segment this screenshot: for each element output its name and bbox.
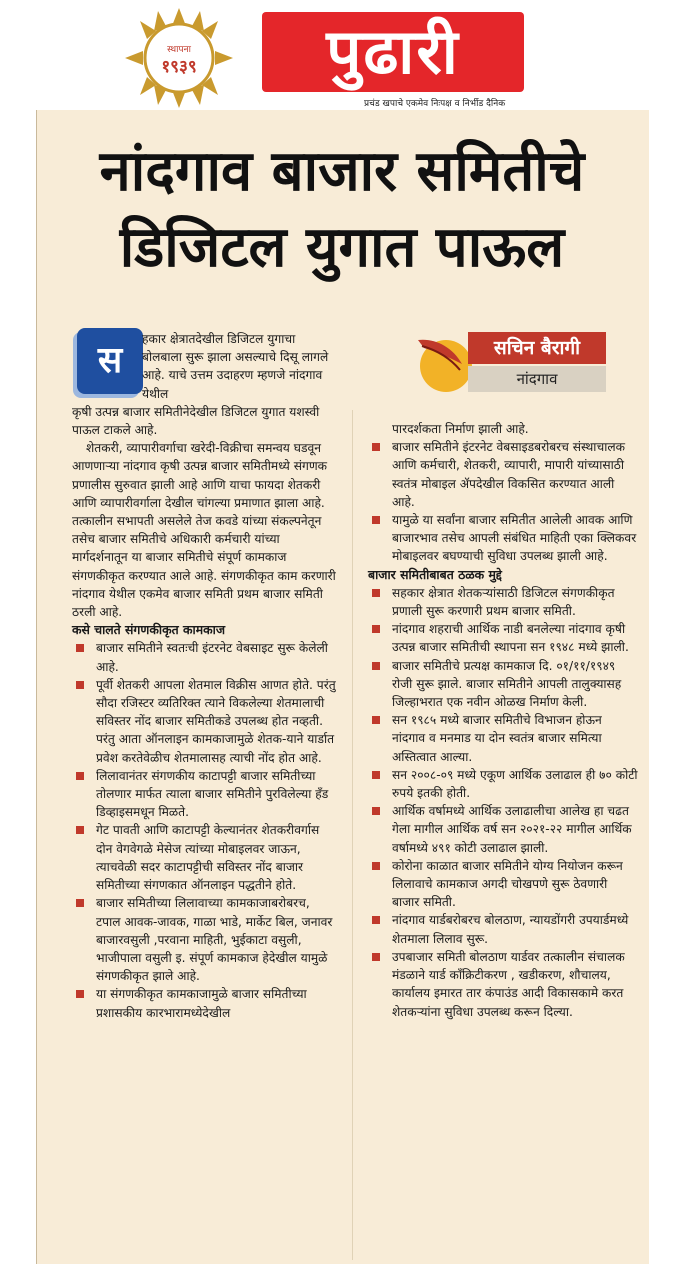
list-item: बाजार समितीने इंटरनेट वेबसाइडबरोबरच संस्थाचालक आणि कर्मचारी, शेतकरी, व्यापारी, मापारी यांच्यासाठी स्वतंत्र मोबाइल ॲपदेखील विकसित करण्यात आली आहे. — [368, 438, 638, 511]
list-item: सन १९८५ मध्ये बाजार समितीचे विभाजन होऊन नांदगाव व मनमाड या दोन स्वतंत्र बाजार समित्या अस्तित्वात आल्या. — [368, 711, 638, 766]
newspaper-header — [0, 0, 683, 120]
list-item: सन २००८-०९ मध्ये एकूण आर्थिक उलाढाल ही ७० कोटी रुपये इतकी होती. — [368, 766, 638, 802]
list-item: सहकार क्षेत्रात शेतकऱ्यांसाठी डिजिटल संगणकीकृत प्रणाली सुरू करणारी प्रथम बाजार समिती. — [368, 584, 638, 620]
byline-author: सचिन बैरागी — [468, 332, 606, 364]
section-list — [72, 639, 338, 1021]
list-item: आर्थिक वर्षामध्ये आर्थिक उलाढालीचा आलेख हा चढत गेला मागील आर्थिक वर्ष सन २०२१-२२ मागील आर्थिक वर्षामध्ये ४९१ कोटी उलाढाल झाली. — [368, 802, 638, 857]
list-item: बाजार समितीचे प्रत्यक्ष कामकाज दि. ०१/११/१९४९ रोजी सुरू झाले. बाजार समितीने आपली तालुक्यासह जिल्हाभरात एक नवीन ओळख निर्माण केली. — [368, 657, 638, 712]
list-item: नांदगाव यार्डबरोबरच बोलठाण, न्यायडोंगरी उपयार्डमध्ये शेतमाला लिलाव सुरू. — [368, 911, 638, 947]
emblem-label: स्थापना — [167, 45, 191, 55]
list-item: या संगणकीकृत कामकाजामुळे बाजार समितीच्या प्रशासकीय कारभारामध्येदेखील — [72, 985, 338, 1021]
emblem-year: १९३९ — [161, 57, 197, 77]
headline-line-2: डिजिटल युगात पाऊल — [119, 215, 565, 280]
masthead-tagline: प्रचंड खपाचे एकमेव निःपक्ष व निर्भीड दैनिक — [364, 99, 506, 109]
list-item: पूर्वी शेतकरी आपला शेतमाल विक्रीस आणत होते. परंतु सौदा रजिस्टर व्यतिरिक्त त्याने विकलेल्या शेतमालाची सविस्तर नोंद बाजार समितीकडे उपलब्ध होत नव्हती. परंतु आता ऑनलाइन कामकाजामुळे शेतक-याने यार्डात प्रवेश करतेवेळीच शेतमालासह त्याची नोंद होत आहे. — [72, 676, 338, 767]
intro-paragraph: हकार क्षेत्रातदेखील डिजिटल युगाचा बोलबाला सुरू झाला असल्याचे दिसू लागले आहे. याचे उत्तम उदाहरण म्हणजे नांदगाव येथील — [142, 332, 329, 401]
section-heading: बाजार समितीबाबत ठळक मुद्दे — [368, 566, 502, 582]
list-item: बाजार समितीने स्वतःची इंटरनेट वेबसाइट सुरू केलेली आहे. — [72, 639, 338, 675]
list-item: बाजार समितीच्या लिलावाच्या कामकाजाबरोबरच, टपाल आवक-जावक, गाळा भाडे, मार्केट बिल, जनावर बाजारवसुली ,परवाना माहिती, भुईकाटा वसुली, भाजीपाला वसुली इ. संपूर्ण कामकाज हेदेखील यामुळे संगणकीकृत झाले आहे. — [72, 894, 338, 985]
masthead-logo — [262, 12, 524, 92]
list-item: नांदगाव शहराची आर्थिक नाडी बनलेल्या नांदगाव कृषी उत्पन्न बाजार समितीची स्थापना सन १९४८ मध्ये झाली. — [368, 620, 638, 656]
masthead-title: पुढारी — [326, 15, 460, 88]
initial-letter: स — [97, 340, 123, 381]
list-item: उपबाजार समिती बोलठाण यार्डवर तत्कालीन संचालक मंडळाने यार्ड काँक्रिटीकरण , खडीकरण, शौचालय, कार्यालय इमारत तार कंपाउंड आदी विकासकामे करत शेतकऱ्यांना सुविधा उपलब्ध करून दिल्या. — [368, 948, 638, 1021]
intro-continuation: कृषी उत्पन्न बाजार समितीनेदेखील डिजिटल युगात यशस्वी पाऊल टाकले आहे. — [72, 404, 320, 438]
list-item: यामुळे या सर्वांना बाजार समितीत आलेली आवक आणि बाजारभाव तसेच आपली संबंधित माहिती एका क्लिकवर मोबाइलवर बघण्याची सुविधा उपलब्ध झाली आहे. — [368, 511, 638, 566]
column-divider — [352, 410, 353, 1260]
section-heading: कसे चालते संगणकीकृत कामकाज — [72, 622, 226, 638]
headline-line-1: नांदगाव बाजार समितीचे — [99, 139, 585, 204]
byline-location: नांदगाव — [468, 366, 606, 392]
column-continuation: पारदर्शकता निर्माण झाली आहे. — [392, 422, 529, 436]
list-item: गेट पावती आणि काटापट्टी केल्यानंतर शेतकरीवर्गास दोन वेगवेगळे मेसेज त्यांच्या मोबाइलवर जाऊन, त्याचवेळी सदर काटापट्टीची सविस्तर नोंद बाजार समितीच्या संगणकात ऑनलाइन पद्धतीने होते. — [72, 821, 338, 894]
body-paragraph: शेतकरी, व्यापारीवर्गाचा खरेदी-विक्रीचा समन्वय घडवून आणणाऱ्या नांदगाव कृषी उत्पन्न बाजार समितीमध्ये संगणक प्रणालीस सुरुवात झाली आहे आणि याचा फायदा शेतकरी आणि व्यापारीवर्गाला देखील चांगल्या प्रमाणात झाला आहे. तत्कालीन सभापती असलेले तेज कवडे यांच्या संकल्पनेतून तसेच बाजार समितीचे अधिकारी कर्मचारी यांच्या मार्गदर्शनातून या बाजार समितीचे संपूर्ण कामकाज संगणकीकृत करण्यात आले आहे. संगणकीकृत काम करणारी नांदगाव येथील एकमेव बाजार समिती प्रथम बाजार समिती ठरली आहे. — [72, 441, 336, 620]
article-column-left — [72, 330, 338, 1022]
article-headline — [36, 134, 648, 286]
establishment-emblem-icon — [120, 6, 238, 110]
highlights-list — [368, 584, 638, 1021]
features-list — [368, 438, 638, 565]
list-item: लिलावानंतर संगणकीय काटापट्टी बाजार समितीच्या तोलणार मार्फत त्याला बाजार समितीने पुरविलेल्या हँड डिव्हाइसमधून मिळते. — [72, 767, 338, 822]
list-item: कोरोना काळात बाजार समितीने योग्य नियोजन करून लिलावाचे कामकाज अगदी चोखपणे सुरू ठेवणारी बाजार समिती. — [368, 857, 638, 912]
byline — [412, 330, 606, 396]
article-column-right — [368, 420, 638, 1021]
